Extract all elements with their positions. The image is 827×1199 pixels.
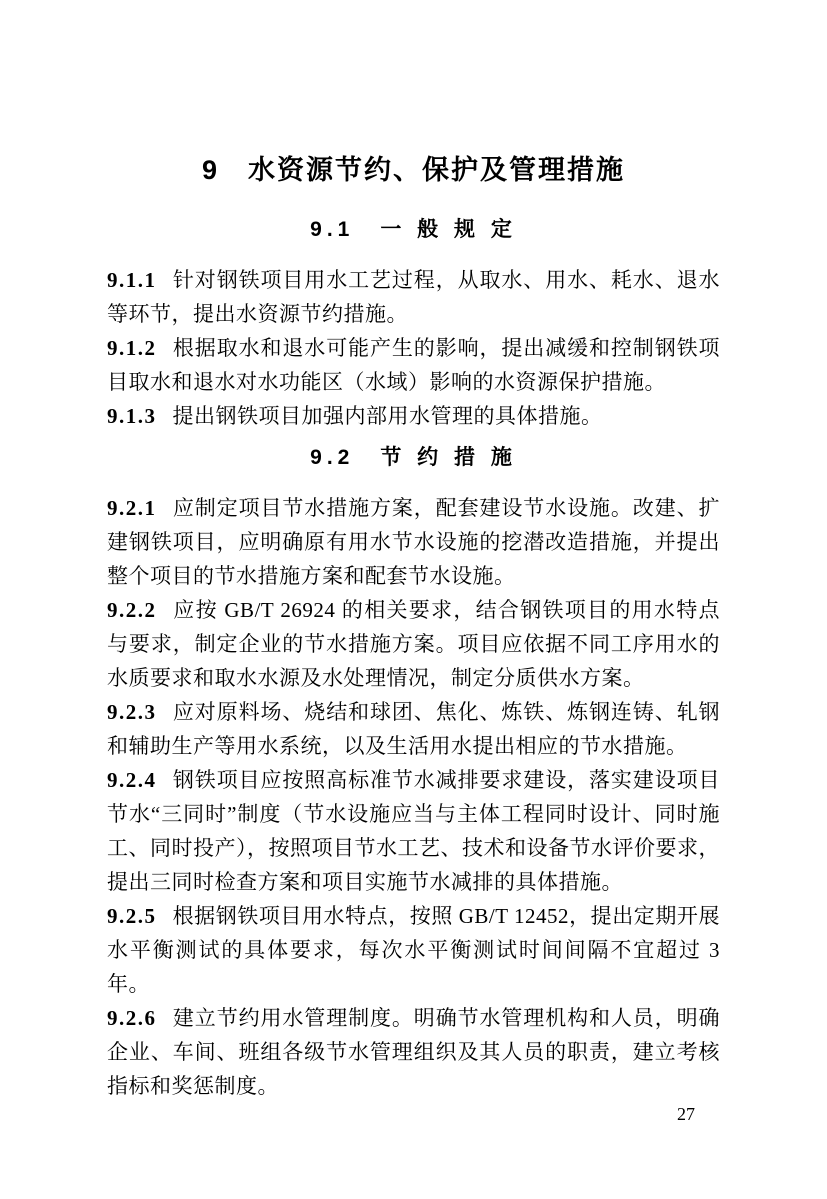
clause-text: 应按 GB/T 26924 的相关要求，结合钢铁项目的用水特点与要求，制定企业的节水措施方案。项目应依据不同工序用水的水质要求和取水水源及水处理情况，制定分质供水方案。 — [107, 598, 720, 690]
section-heading-9-1: 9.1 一 般 规 定 — [310, 218, 517, 241]
clause-paragraph — [107, 331, 720, 399]
clause-number: 9.2.4 — [107, 768, 157, 792]
clause-paragraph — [107, 593, 720, 695]
clause-paragraph — [107, 1001, 720, 1103]
clause-number: 9.2.3 — [107, 700, 157, 724]
clause-number: 9.1.2 — [107, 336, 157, 360]
clause-paragraph — [107, 695, 720, 763]
clause-number: 9.1.3 — [107, 404, 157, 428]
section-heading-9-2: 9.2 节 约 措 施 — [310, 446, 517, 469]
clause-paragraph — [107, 263, 720, 331]
clause-number: 9.2.6 — [107, 1006, 157, 1030]
clause-text: 提出钢铁项目加强内部用水管理的具体措施。 — [172, 404, 603, 428]
clause-number: 9.1.1 — [107, 268, 157, 292]
clause-text: 建立节约用水管理制度。明确节水管理机构和人员，明确企业、车间、班组各级节水管理组织及其人员的职责，建立考核指标和奖惩制度。 — [107, 1006, 720, 1098]
clause-number: 9.2.5 — [107, 904, 157, 928]
clause-text: 根据钢铁项目用水特点，按照 GB/T 12452，提出定期开展水平衡测试的具体要求，每次水平衡测试时间间隔不宜超过 3 年。 — [107, 904, 720, 996]
clause-text: 针对钢铁项目用水工艺过程，从取水、用水、耗水、退水等环节，提出水资源节约措施。 — [107, 268, 720, 326]
clause-paragraph — [107, 899, 720, 1001]
clause-paragraph — [107, 491, 720, 593]
page-number: 27 — [677, 1104, 695, 1124]
clause-text: 应制定项目节水措施方案，配套建设节水设施。改建、扩建钢铁项目，应明确原有用水节水设施的挖潜改造措施，并提出整个项目的节水措施方案和配套节水设施。 — [107, 496, 720, 588]
clause-number: 9.2.2 — [107, 598, 157, 622]
chapter-title: 9 水资源节约、保护及管理措施 — [201, 155, 625, 185]
clause-text: 应对原料场、烧结和球团、焦化、炼铁、炼钢连铸、轧钢和辅助生产等用水系统，以及生活用水提出相应的节水措施。 — [107, 700, 720, 758]
clause-text: 根据取水和退水可能产生的影响，提出减缓和控制钢铁项目取水和退水对水功能区（水域）影响的水资源保护措施。 — [107, 336, 720, 394]
clause-number: 9.2.1 — [107, 496, 157, 520]
clause-paragraph — [107, 763, 720, 899]
clause-paragraph — [107, 399, 720, 433]
clause-text: 钢铁项目应按照高标准节水减排要求建设，落实建设项目节水“三同时”制度（节水设施应当与主体工程同时设计、同时施工、同时投产），按照项目节水工艺、技术和设备节水评价要求，提出三同时检查方案和项目实施节水减排的具体措施。 — [107, 768, 720, 894]
page-content — [107, 155, 720, 1103]
